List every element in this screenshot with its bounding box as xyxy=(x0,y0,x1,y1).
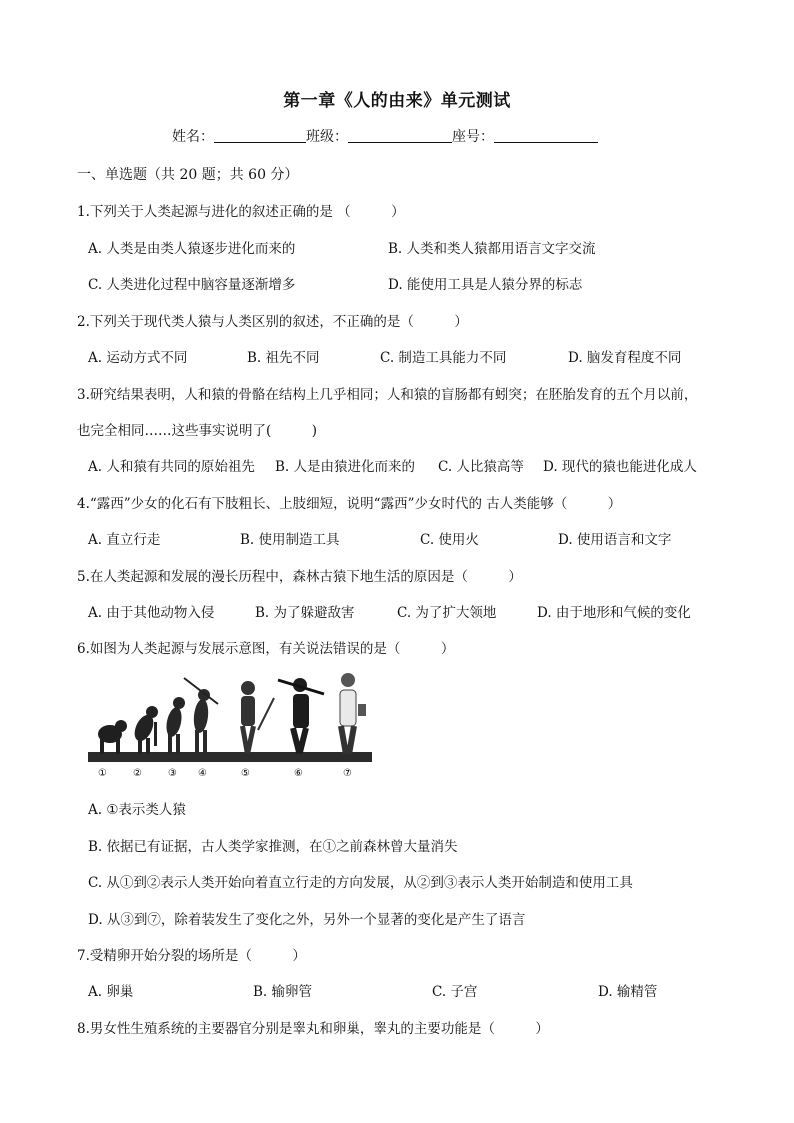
seat-label: 座号： xyxy=(452,129,494,145)
figure-label-1: ① xyxy=(98,768,107,779)
evolution-illustration xyxy=(88,668,372,780)
figure-label-7: ⑦ xyxy=(343,768,352,779)
class-label: 班级： xyxy=(306,129,348,145)
figure-stage-1 xyxy=(98,720,127,754)
question-8-stem: 8.男女性生殖系统的主要器官分别是睾丸和卵巢，睾丸的主要功能是（ ） xyxy=(77,1021,549,1037)
question-4-option-b[interactable]: B. 使用制造工具 xyxy=(240,532,340,548)
figure-stage-6 xyxy=(278,678,324,754)
question-7-option-c[interactable]: C. 子宫 xyxy=(432,984,478,1000)
figure-label-6: ⑥ xyxy=(294,768,303,779)
question-3-option-a[interactable]: A. 人和猿有共同的原始祖先 xyxy=(88,459,255,475)
name-label: 姓名： xyxy=(172,129,214,145)
question-2-option-d[interactable]: D. 脑发育程度不同 xyxy=(568,350,682,366)
question-7-stem: 7.受精卵开始分裂的场所是（ ） xyxy=(77,948,306,964)
question-4-option-c[interactable]: C. 使用火 xyxy=(420,532,479,548)
human-evolution-figure xyxy=(88,668,372,780)
figure-label-5: ⑤ xyxy=(241,768,250,779)
question-7-option-a[interactable]: A. 卵巢 xyxy=(88,984,134,1000)
question-2-option-b[interactable]: B. 祖先不同 xyxy=(247,350,320,366)
question-1-option-d[interactable]: D. 能使用工具是人猿分界的标志 xyxy=(388,277,583,293)
figure-stage-4 xyxy=(184,678,218,754)
ground-strip xyxy=(88,752,372,762)
page-title: 第一章《人的由来》单元测试 xyxy=(283,91,511,111)
question-2-option-a[interactable]: A. 运动方式不同 xyxy=(88,350,188,366)
question-1-stem: 1.下列关于人类起源与进化的叙述正确的是 （ ） xyxy=(77,204,405,220)
question-2-stem: 2.下列关于现代类人猿与人类区别的叙述，不正确的是（ ） xyxy=(77,314,468,330)
question-6-option-b[interactable]: B. 依据已有证据，古人类学家推测，在①之前森林曾大量消失 xyxy=(88,839,458,855)
section-heading: 一、单选题（共 20 题；共 60 分） xyxy=(77,167,299,183)
question-3-stem: 3.研究结果表明，人和猿的骨骼在结构上几乎相同；人和猿的盲肠都有蚓突；在胚胎发育的五个月以前， xyxy=(77,387,698,403)
figure-stage-2 xyxy=(131,706,158,754)
figure-stage-3 xyxy=(164,697,185,754)
question-1-option-a[interactable]: A. 人类是由类人猿逐步进化而来的 xyxy=(88,241,296,257)
question-5-option-b[interactable]: B. 为了躲避敌害 xyxy=(255,605,355,621)
question-4-stem: 4.“露西”少女的化石有下肢粗长、上肢细短，说明“露西”少女时代的 古人类能够（ ） xyxy=(77,496,622,512)
question-3-option-c[interactable]: C. 人比猿高等 xyxy=(438,459,524,475)
question-6-option-c[interactable]: C. 从①到②表示人类开始向着直立行走的方向发展，从②到③表示人类开始制造和使用工具 xyxy=(88,875,633,891)
class-blank[interactable] xyxy=(348,128,452,143)
question-2-option-c[interactable]: C. 制造工具能力不同 xyxy=(380,350,507,366)
name-blank[interactable] xyxy=(214,128,306,143)
figure-stage-7 xyxy=(338,673,366,754)
question-1-option-b[interactable]: B. 人类和类人猿都用语言文字交流 xyxy=(388,241,596,257)
question-7-option-b[interactable]: B. 输卵管 xyxy=(253,984,313,1000)
question-6-option-a[interactable]: A. ①表示类人猿 xyxy=(88,802,186,818)
question-5-stem: 5.在人类起源和发展的漫长历程中，森林古猿下地生活的原因是（ ） xyxy=(77,569,522,585)
question-5-option-c[interactable]: C. 为了扩大领地 xyxy=(397,605,497,621)
figure-stage-5 xyxy=(240,681,274,754)
question-6-stem: 6.如图为人类起源与发展示意图，有关说法错误的是（ ） xyxy=(77,641,455,657)
figure-label-2: ② xyxy=(133,768,142,779)
question-3-stem-cont: 也完全相同……这些事实说明了( ) xyxy=(77,423,318,439)
question-5-option-d[interactable]: D. 由于地形和气候的变化 xyxy=(537,605,691,621)
student-info-line xyxy=(172,126,632,146)
question-1-option-c[interactable]: C. 人类进化过程中脑容量逐渐增多 xyxy=(88,277,296,293)
question-7-option-d[interactable]: D. 输精管 xyxy=(598,984,658,1000)
question-4-option-a[interactable]: A. 直立行走 xyxy=(88,532,161,548)
question-3-option-d[interactable]: D. 现代的猿也能进化成人 xyxy=(543,459,697,475)
question-3-option-b[interactable]: B. 人是由猿进化而来的 xyxy=(275,459,416,475)
figure-label-3: ③ xyxy=(168,768,177,779)
figure-label-4: ④ xyxy=(198,768,207,779)
seat-blank[interactable] xyxy=(494,128,598,143)
question-5-option-a[interactable]: A. 由于其他动物入侵 xyxy=(88,605,215,621)
question-4-option-d[interactable]: D. 使用语言和文字 xyxy=(558,532,672,548)
question-6-option-d[interactable]: D. 从③到⑦，除着装发生了变化之外，另外一个显著的变化是产生了语言 xyxy=(88,912,526,928)
